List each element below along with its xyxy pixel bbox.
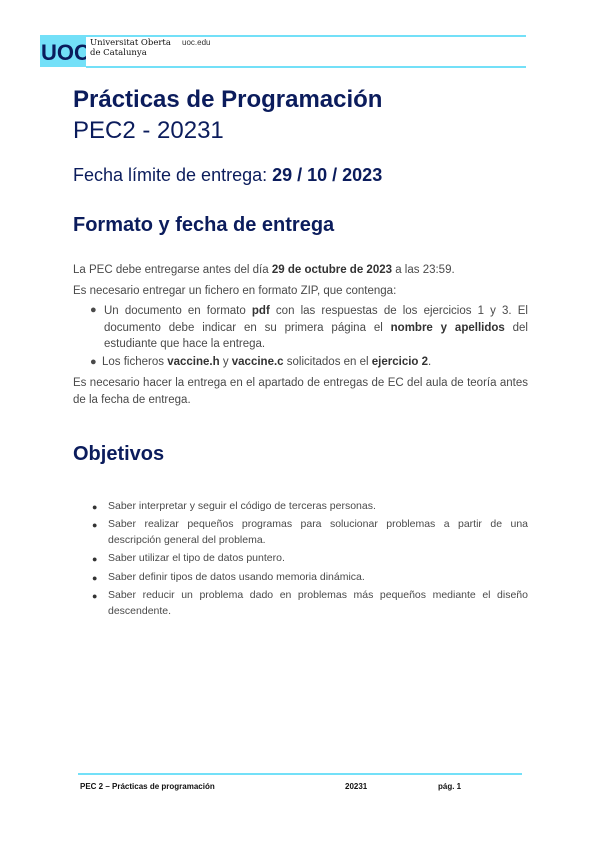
uoc-logo	[40, 35, 86, 67]
bullet-icon: ●	[92, 520, 98, 530]
bullet-icon: ●	[92, 554, 98, 564]
objective-item: Saber reducir un problema dado en problemas más pequeños mediante el diseño descendente.	[108, 589, 528, 617]
header-line-bottom	[86, 66, 526, 68]
deadline: Fecha límite de entrega: 29 / 10 / 2023	[73, 165, 383, 185]
document-title: Prácticas de Programación	[73, 86, 383, 113]
footer-center: 20231	[345, 782, 368, 791]
footer-page-number: pág. 1	[438, 782, 462, 791]
bullet-icon: ●	[90, 304, 97, 316]
objective-item: Saber realizar pequeños programas para solucionar problemas a partir de una descripción general del problema.	[108, 518, 528, 546]
logo-text: UOC	[41, 40, 86, 65]
objective-item: Saber utilizar el tipo de datos puntero.	[108, 552, 285, 564]
bullet-icon: ●	[90, 356, 97, 368]
format-paragraph-3: Es necesario hacer la entrega en el apartado de entregas de EC del aula de teoría antes de la fecha de entrega.	[73, 377, 528, 406]
deadline-date: 29 / 10 / 2023	[272, 165, 383, 185]
bullet-icon: ●	[92, 502, 98, 512]
section-heading-format: Formato y fecha de entrega	[73, 214, 335, 236]
document-subtitle: PEC2 - 20231	[73, 117, 224, 144]
header-line-top	[86, 35, 526, 37]
format-paragraph-1: La PEC debe entregarse antes del día 29 de octubre de 2023 a las 23:59.	[73, 264, 455, 276]
university-name: Universitat Oberta de Catalunya	[90, 38, 171, 58]
bullet-icon: ●	[92, 573, 98, 583]
format-paragraph-2: Es necesario entregar un fichero en formato ZIP, que contenga:	[73, 285, 397, 297]
format-list-item-1: Un documento en formato pdf con las respuestas de los ejercicios 1 y 3. El documento debe indicar en su primera página el nombre y apellidos del estudiante que hace la entrega.	[104, 305, 528, 350]
header-url: uoc.edu	[182, 38, 211, 47]
format-list-item-2: Los ficheros vaccine.h y vaccine.c solicitados en el ejercicio 2.	[102, 356, 432, 368]
footer-left: PEC 2 – Prácticas de programación	[80, 782, 215, 791]
objective-item: Saber interpretar y seguir el código de terceras personas.	[108, 500, 376, 512]
footer-line	[78, 773, 522, 775]
bullet-icon: ●	[92, 591, 98, 601]
section-heading-objectives: Objetivos	[73, 443, 165, 465]
objective-item: Saber definir tipos de datos usando memoria dinámica.	[108, 571, 365, 583]
